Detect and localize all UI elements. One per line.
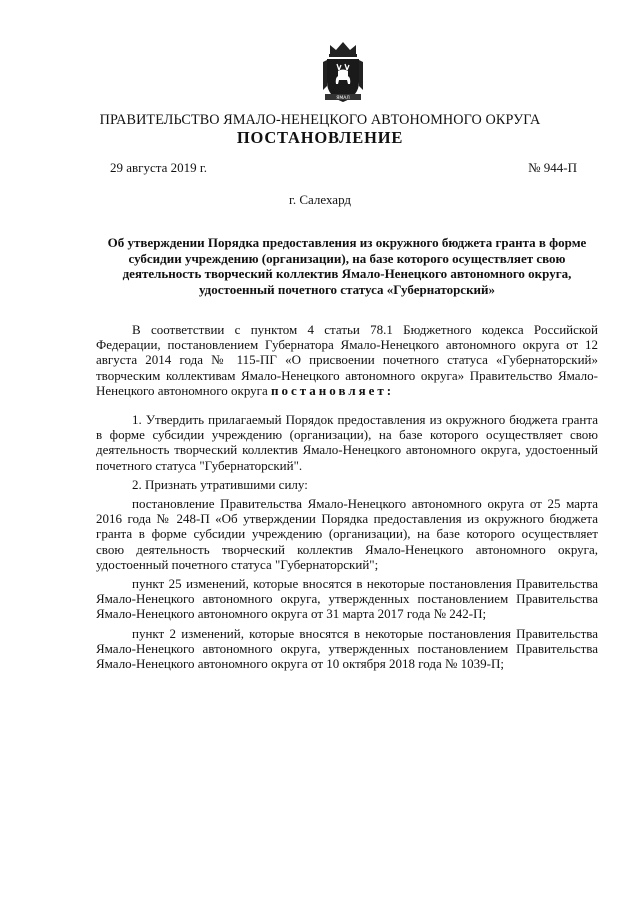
document-type: ПОСТАНОВЛЕНИЕ <box>236 128 404 147</box>
preamble-text: В соответствии с пунктом 4 статьи 78.1 Бюджетного кодекса Российской Федерации, постановлением Губернатора Ямало-Ненецкого автономного округа от 12 августа 2014 года № 115-ПГ «О присвоении почетного статуса «Губернаторский» творческим коллективам Ямало-Ненецкого автономного округа» Правительство Ямало-Ненецкого автономного округа <box>96 322 598 398</box>
government-name: ПРАВИТЕЛЬСТВО ЯМАЛО-НЕНЕЦКОГО АВТОНОМНОГО ОКРУГА <box>99 112 541 128</box>
body-paragraph: 2. Признать утратившими силу: <box>132 476 308 492</box>
body-paragraph: постановление Правительства Ямало-Ненецкого автономного округа от 25 марта 2016 года № 248-П «Об утверждении Порядка предоставления из окружного бюджета гранта в форме субсидии учреждению (организации), на базе которого осуществляет свою деятельность творческий коллектив Ямало-Ненецкого автономного округа, удостоенный почетного статуса "Губернаторский"; <box>96 496 598 572</box>
document-city: г. Салехард <box>288 192 352 207</box>
body-paragraph: 1. Утвердить прилагаемый Порядок предоставления из окружного бюджета гранта в форме субсидии учреждению (организации), на базе которого осуществляет свою деятельность творческий коллектив Ямало-Ненецкого автономного округа, удостоенный почетного статуса "Губернаторский". <box>96 412 598 473</box>
preamble-paragraph <box>96 322 598 398</box>
document-date: 29 августа 2019 г. <box>110 160 207 175</box>
coat-of-arms-emblem <box>317 40 369 108</box>
decree-word: постановляет: <box>271 382 395 398</box>
document-number: № 944-П <box>528 160 577 175</box>
document-title: Об утверждении Порядка предоставления из окружного бюджета гранта в форме субсидии учреждению (организации), на базе которого осуществляет свою деятельность творческий коллектив Ямало-Ненецкого автономного округа, удостоенный почетного статуса «Губернаторский» <box>107 235 587 297</box>
body-paragraph: пункт 25 изменений, которые вносятся в некоторые постановления Правительства Ямало-Ненецкого автономного округа, утвержденных постановлением Правительства Ямало-Ненецкого автономного округа от 31 марта 2017 года № 242-П; <box>96 576 598 622</box>
document-body <box>96 322 598 675</box>
emblem-ribbon-text: ЯМАЛ <box>336 96 350 101</box>
body-paragraph: пункт 2 изменений, которые вносятся в некоторые постановления Правительства Ямало-Ненецкого автономного округа, утвержденных постановлением Правительства Ямало-Ненецкого автономного округа от 10 октября 2018 года № 1039-П; <box>96 625 598 672</box>
